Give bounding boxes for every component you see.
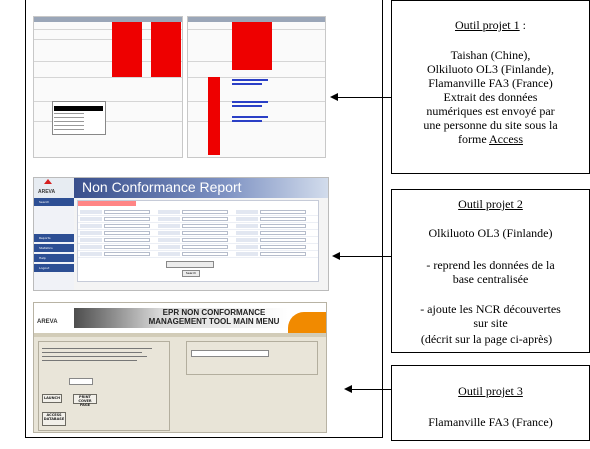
- menu-statistics[interactable]: Statistics: [34, 244, 74, 252]
- mgt-left-panel: [38, 341, 170, 431]
- menu-logout[interactable]: Logout: [34, 264, 74, 272]
- ncr-search-form: [77, 200, 319, 282]
- tool3-title: Outil projet 3: [458, 384, 523, 398]
- tool3-site: Flamanville FA3 (France): [428, 415, 553, 429]
- tool2-note: (décrit sur la page ci-après): [420, 332, 553, 346]
- access-word: Access: [489, 132, 523, 146]
- areva-logo: AREVA: [38, 189, 56, 195]
- access-database-button[interactable]: ACCESS DATABASE: [42, 412, 66, 426]
- areva-logo: AREVA: [37, 319, 58, 325]
- management-tool-screenshot: [33, 302, 327, 433]
- tool2-title: Outil projet 2: [458, 197, 523, 211]
- launch-button[interactable]: LAUNCH: [42, 394, 62, 403]
- tool2-site: Olkiluoto OL3 (Finlande): [428, 226, 553, 240]
- menu-help[interactable]: Help: [34, 254, 74, 262]
- tool3-box: [391, 365, 590, 441]
- mgt-select-dropdown[interactable]: [191, 350, 269, 357]
- tool2-box: [391, 189, 590, 353]
- spreadsheet-screenshot-left: [33, 16, 183, 158]
- spreadsheet-screenshot-right: [187, 16, 326, 158]
- dropdown-list: [52, 101, 106, 135]
- ncr-select-dropdown[interactable]: [166, 261, 214, 268]
- print-cover-page-button[interactable]: PRINT COVER PAGE: [73, 394, 97, 404]
- ncr-title: Non Conformance Report: [82, 179, 242, 195]
- highlight-block: [112, 22, 142, 77]
- ncr-screenshot: [33, 177, 329, 291]
- areva-orange-swoosh: [288, 312, 327, 334]
- highlight-block: [232, 22, 272, 70]
- ncr-number-input[interactable]: [69, 378, 93, 385]
- highlight-block: [208, 77, 220, 155]
- menu-search[interactable]: Search: [34, 198, 74, 206]
- mgt-tab-strip: [34, 333, 326, 337]
- highlight-block: [151, 22, 181, 77]
- ncr-search-button[interactable]: Search: [182, 270, 200, 277]
- areva-logo-icon: [44, 179, 52, 184]
- ncr-form-header: [78, 201, 136, 206]
- ncr-sidebar: [34, 198, 74, 290]
- tool1-box: Outil projet 1 : Taishan (Chine), Olkiluoto OL3 (Finlande), Flamanville FA3 (France) Extrait des données numériques est envoyé par une personne du site sous la forme Access: [391, 0, 590, 174]
- tool1-description: Taishan (Chine), Olkiluoto OL3 (Finlande), Flamanville FA3 (France) Extrait des données numériques est envoyé par une personne du site sous la forme Access: [423, 48, 558, 146]
- tool1-title: Outil projet 1: [454, 18, 520, 32]
- mgt-right-panel: [186, 341, 318, 375]
- menu-reports[interactable]: Reports: [34, 234, 74, 242]
- tool2-bullet1: - reprend les données de la base centralisée: [426, 258, 555, 286]
- tool2-bullet2: - ajoute les NCR découvertes sur site: [420, 302, 561, 330]
- mgt-title: EPR NON CONFORMANCE MANAGEMENT TOOL MAIN MENU: [148, 308, 280, 326]
